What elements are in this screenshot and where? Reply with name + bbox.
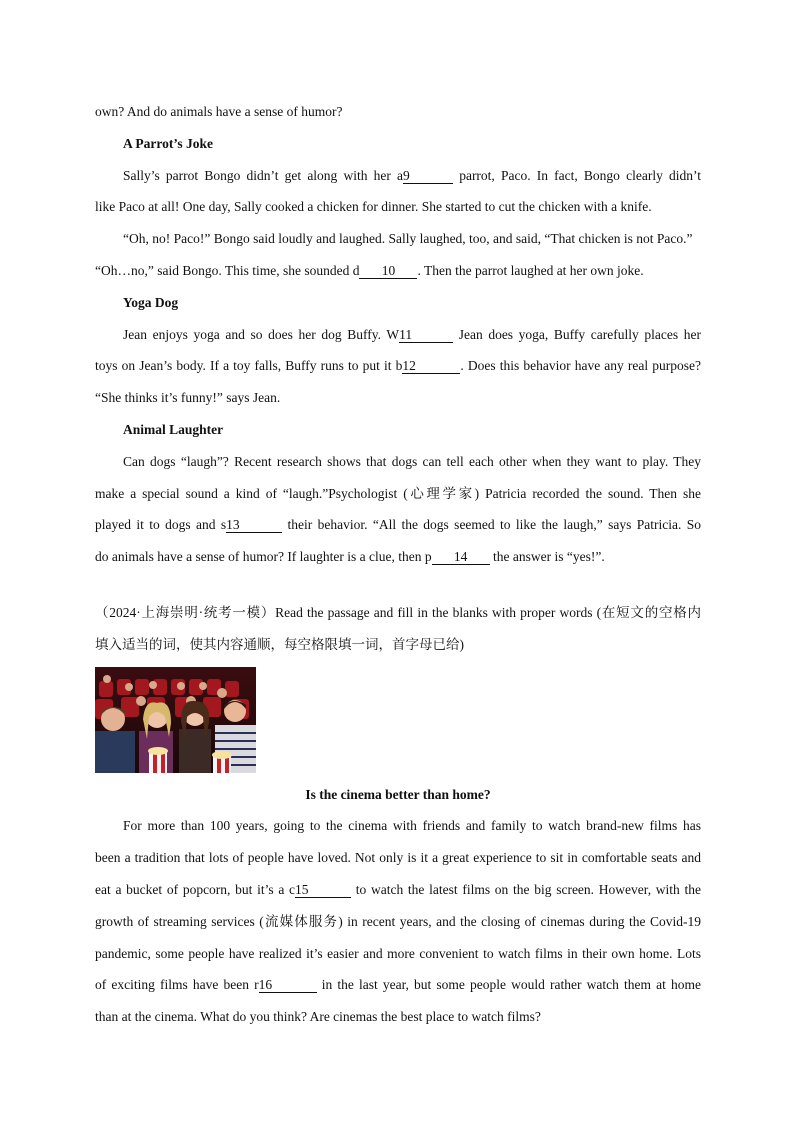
document-page — [95, 96, 701, 1033]
parrot-line-2: like Paco at all! One day, Sally cooked a chicken for dinner. She started to cut the chicken with a knife. — [95, 199, 652, 215]
laughter-line-2: make a special sound a kind of “laugh.”Psychologist (心理学家) Patricia recorded the sound. Then she — [95, 485, 701, 501]
cinema-line-1: For more than 100 years, going to the cinema with friends and family to watch brand-new films has — [123, 818, 701, 834]
cinema-line-3: eat a bucket of popcorn, but it’s a c15 to watch the latest films on the big screen. However, with the — [95, 881, 702, 897]
yoga-line-3: “She thinks it’s funny!” says Jean. — [95, 390, 281, 406]
blank-13[interactable]: 13 — [226, 518, 282, 533]
cinema-line-7: than at the cinema. What do you think? Are cinemas the best place to watch films? — [95, 1009, 541, 1025]
laughter-line-1: Can dogs “laugh”? Recent research shows that dogs can tell each other when they want to play. They — [123, 453, 701, 469]
photo-container — [95, 661, 701, 779]
parrot-line-1: Sally’s parrot Bongo didn’t get along with her a9 parrot, Paco. In fact, Bongo clearly didn’t — [123, 167, 701, 183]
instruction-line-1: （2024·上海崇明·统考一模）Read the passage and fill in the blanks with proper words (在短文的空格内 — [95, 604, 701, 620]
blank-9[interactable]: 9 — [403, 169, 453, 184]
heading-yoga: Yoga Dog — [123, 294, 179, 310]
laughter-line-4: do animals have a sense of humor? If laughter is a clue, then p 14 the answer is “yes!”. — [95, 549, 605, 565]
parrot-line-4: “Oh…no,” said Bongo. This time, she sounded d 10 . Then the parrot laughed at her own joke. — [95, 262, 644, 278]
cinema-line-2: been a tradition that lots of people have loved. Not only is it a great experience to sit in comfortable seats and — [95, 850, 701, 866]
cinema-line-6: of exciting films have been r16 in the last year, but some people would rather watch them at home — [95, 977, 701, 993]
intro-line: own? And do animals have a sense of humor? — [95, 104, 343, 119]
heading-laughter: Animal Laughter — [123, 421, 224, 437]
passage-title: Is the cinema better than home? — [305, 786, 491, 802]
blank-14[interactable]: 14 — [432, 550, 490, 565]
blank-12[interactable]: 12 — [402, 359, 460, 374]
yoga-line-2: toys on Jean’s body. If a toy falls, Buffy runs to put it b12 . Does this behavior have any real purpose? — [95, 358, 701, 374]
parrot-line-3: “Oh, no! Paco!” Bongo said loudly and laughed. Sally laughed, too, and said, “That chicken is not Paco.” — [123, 231, 693, 247]
cinema-audience-photo — [95, 667, 256, 773]
blank-15[interactable]: 15 — [295, 883, 351, 898]
laughter-line-3: played it to dogs and s13 their behavior. “All the dogs seemed to like the laugh,” says Patricia. So — [95, 517, 701, 533]
cinema-line-4: growth of streaming services (流媒体服务) in recent years, and the closing of cinemas during the Covid-19 — [95, 913, 701, 929]
heading-parrot: A Parrot’s Joke — [123, 135, 213, 151]
blank-16[interactable]: 16 — [259, 978, 317, 993]
yoga-line-1: Jean enjoys yoga and so does her dog Buffy. W11 Jean does yoga, Buffy carefully places her — [123, 326, 701, 342]
section-gap — [95, 573, 701, 597]
blank-11[interactable]: 11 — [399, 328, 453, 343]
cinema-line-5: pandemic, some people have realized it’s easier and more convenient to watch films in their own home. Lots — [95, 945, 701, 961]
instruction-line-2: 填入适当的词，使其内容通顺，每空格限填一词，首字母已给) — [95, 636, 464, 652]
blank-10[interactable]: 10 — [359, 264, 417, 279]
